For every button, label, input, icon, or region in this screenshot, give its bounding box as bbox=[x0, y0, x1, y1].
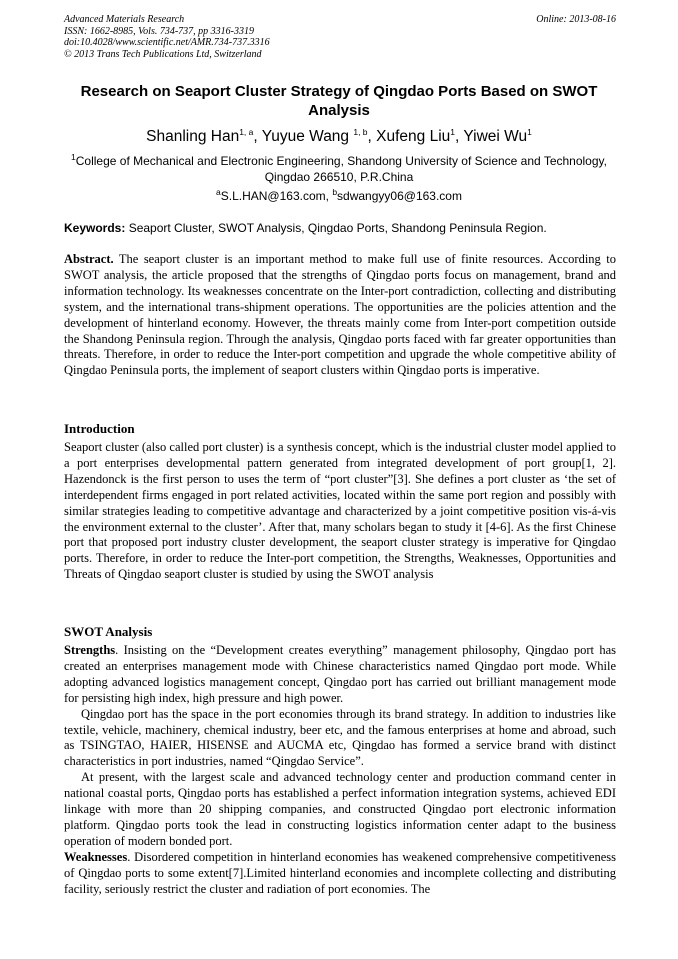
email-b-sup: b bbox=[332, 187, 338, 197]
author-name: Xufeng Liu bbox=[376, 128, 451, 146]
abstract bbox=[64, 252, 616, 379]
brand-paragraph: Qingdao port has the space in the port economies through its brand strategy. In addition to industries like textile, vehicle, machinery, chemical industry, beer etc, and the famous enterprises at home and abroad, such as TSINGTAO, HAIER, HISENSE and AUCMA etc, Qingdao has formed a service brand with distinct characteristics in port industries, named “Qingdao Service”. bbox=[64, 706, 616, 769]
author-sep: , bbox=[253, 128, 262, 146]
strengths-paragraph bbox=[64, 643, 616, 707]
swot-heading: SWOT Analysis bbox=[64, 624, 153, 639]
author-name: Yuyue Wang bbox=[261, 128, 354, 146]
issn-line: ISSN: 1662-8985, Vols. 734-737, pp 3316-3319 bbox=[64, 25, 254, 37]
information-paragraph: At present, with the largest scale and advanced technology center and production command center in national coastal ports, Qingdao ports has established a perfect information integration systems, achieved EDI linkage with more than 20 shipping companies, and constructed Qingdao port electronic information platform. Qingdao ports took the lead in constructing logistics information center adapt to the business operation of modern bonded port. bbox=[64, 770, 616, 848]
author-sup: 1, b bbox=[353, 127, 368, 137]
weaknesses-label: Weaknesses bbox=[64, 849, 128, 864]
strengths-text: . Insisting on the “Development creates everything” management philosophy, Qingdao port has created an enterprises management mode with Chinese characteristics named Qingdao port mode. While adopting advanced logistics management concept, Qingdao port has carried out brilliant management mode for persisting high index, high pressure and high power. bbox=[64, 643, 616, 705]
author-sup: 1 bbox=[527, 127, 532, 137]
weaknesses-paragraph bbox=[64, 850, 616, 898]
email-a-sup: a bbox=[216, 187, 221, 197]
keywords-text: Seaport Cluster, SWOT Analysis, Qingdao Ports, Shandong Peninsula Region. bbox=[125, 221, 547, 235]
affiliation-sup: 1 bbox=[71, 152, 76, 162]
introduction-body bbox=[64, 440, 616, 583]
introduction-paragraph: Seaport cluster (also called port cluster) is a synthesis concept, which is the industrial cluster model applied to a port enterprises developmental pattern generated from integrated development of port group[1, 2]. Hazendonck is the first person to uses the term of “port cluster”[3]. She defines a port cluster as ‘the set of interdependent firms engaged in port related activities, located within the same port region and possibly with similar strategies leading to competitive advantage and characterized by a joint competitive position vis-á-vis the environment external to the cluster’. After that, many scholars began to study it [4-6]. As the first Chinese port that proposed port industry cluster development, the seaport cluster strategy is imperative for Qingdao ports. Therefore, in order to reduce the Inter-port competition, the Strengths, Weaknesses, Opportunities and Threats of Qingdao seaport cluster is studied by using the SWOT analysis bbox=[64, 440, 616, 582]
affiliation-text: College of Mechanical and Electronic Engineering, Shandong University of Science and Technology, Qingdao 266510, P.R.China bbox=[75, 154, 607, 184]
abstract-text: The seaport cluster is an important method to make full use of finite resources. According to SWOT analysis, the article proposed that the strengths of Qingdao ports focus on management, brand and information technology. Its weaknesses concentrate on the Inter-port contradiction, collecting and distributing system, and the international trans-shipment operations. The opportunities are the policies attention and the development of hinterland economy. However, the threats mainly come from Inter-port competition outside the Shandong Peninsula region. Through the analysis, Qingdao ports faced with far greater opportunities than threats. Therefore, in order to reduce the Inter-port competition and upgrade the whole competitive ability of Qingdao Peninsula ports, the implement of seaport clusters within Qingdao ports is imperative. bbox=[64, 252, 616, 378]
abstract-label: Abstract. bbox=[64, 252, 114, 266]
email-a: S.L.HAN@163.com, bbox=[220, 189, 333, 203]
copyright-line: © 2013 Trans Tech Publications Ltd, Switzerland bbox=[64, 48, 262, 60]
author-name: Yiwei Wu bbox=[463, 128, 528, 146]
journal-name: Advanced Materials Research bbox=[64, 14, 185, 25]
author-name: Shanling Han bbox=[146, 128, 240, 146]
strengths-label: Strengths bbox=[64, 643, 116, 657]
author-sep: , bbox=[455, 128, 464, 146]
affiliation bbox=[50, 150, 628, 185]
paper-title: Research on Seaport Cluster Strategy of Qingdao Ports Based on SWOT Analysis bbox=[80, 83, 598, 119]
keywords-label: Keywords: bbox=[64, 221, 126, 235]
weaknesses-text: . Disordered competition in hinterland economies has weakened comprehensive competitiveness of Qingdao ports to some extent[7].Limited hinterland economies and incomplete collecting and distributing facility, seriously restrict the cluster and radiation of port economies. The bbox=[64, 849, 616, 896]
email-b: sdwangyy06@163.com bbox=[337, 189, 462, 203]
journal-header bbox=[64, 14, 616, 60]
author-sup: 1, a bbox=[239, 127, 254, 137]
author-list bbox=[50, 122, 628, 147]
author-sep: , bbox=[367, 128, 377, 146]
online-date: Online: 2013-08-16 bbox=[536, 14, 616, 25]
introduction-heading: Introduction bbox=[64, 421, 135, 436]
doi-line: doi:10.4028/www.scientific.net/AMR.734-737.3316 bbox=[64, 37, 270, 48]
keywords bbox=[64, 221, 616, 236]
swot-body bbox=[64, 643, 616, 898]
author-sup: 1 bbox=[450, 127, 456, 137]
email-line bbox=[50, 185, 628, 204]
